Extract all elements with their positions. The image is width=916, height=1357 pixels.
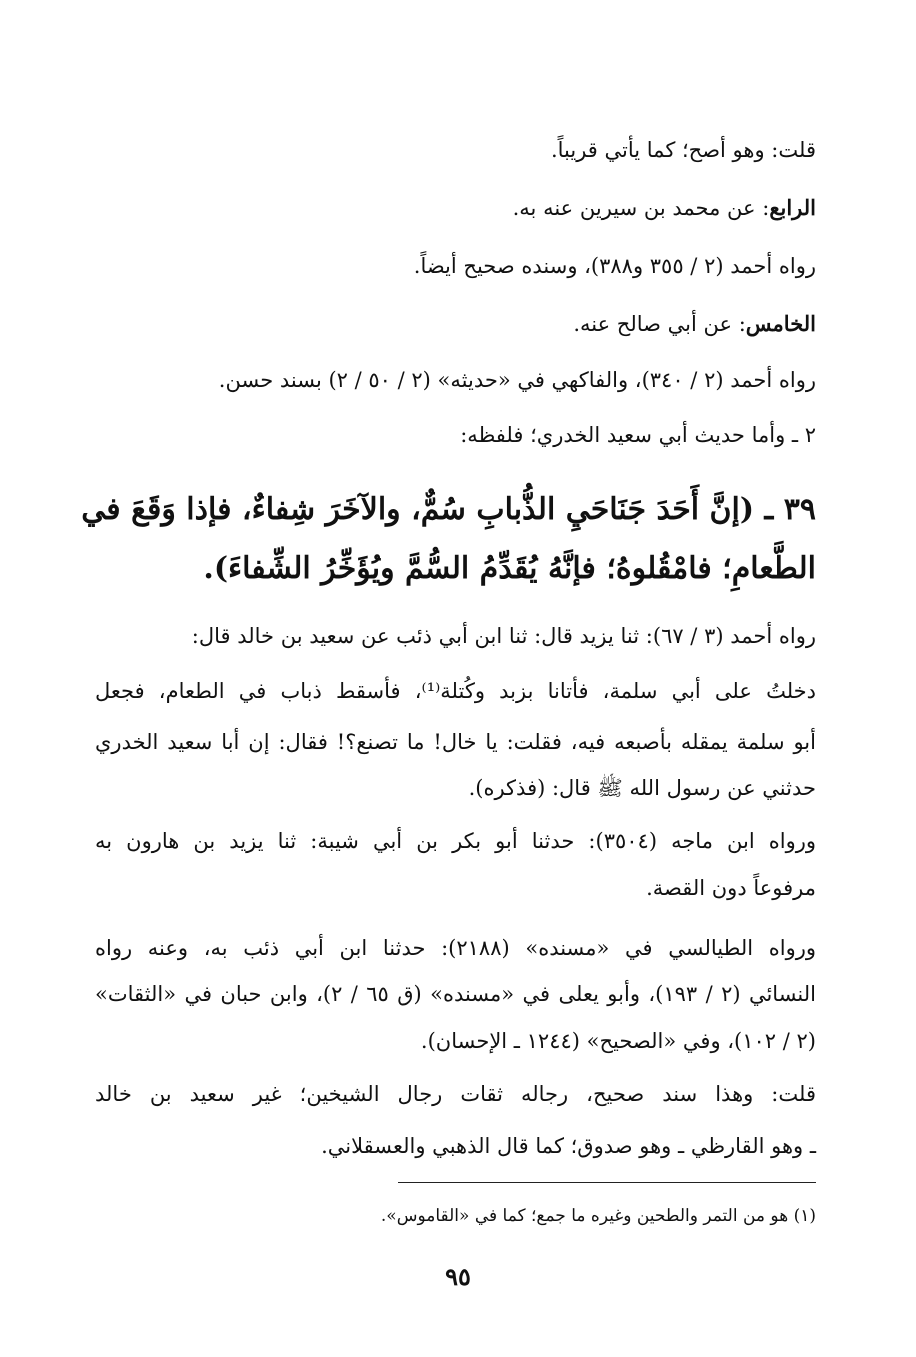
footnote: (١) هو من التمر والطحين وغيره ما جمع؛ كما في «القاموس». [380,1206,816,1226]
text-line: رواه أحمد (٢ / ٣٥٥ و٣٨٨)، وسنده صحيح أيضاً. [413,254,816,278]
line-text: : عن أبي صالح عنه. [573,312,746,336]
text-line: ٢ ـ وأما حديث أبي سعيد الخدري؛ فلفظه: [460,423,816,447]
text-line: النسائي (٢ / ١٩٣)، وأبو يعلى في «مسنده» (ق ٦٥ / ٢)، وابن حبان في «الثقات» [95,982,816,1006]
line-text: : عن محمد بن سيرين عنه به. [512,196,770,220]
hadith-heading-line: الطَّعامِ؛ فامْقُلوهُ؛ فإنَّهُ يُقَدِّمُ السُّمَّ ويُؤَخِّرُ الشِّفاءَ). [203,551,816,586]
section-label: الرابع [769,195,816,220]
text-line: ورواه الطيالسي في «مسنده» (٢١٨٨): حدثنا ابن أبي ذئب به، وعنه رواه [95,936,816,960]
text-line: ـ وهو القارظي ـ وهو صدوق؛ كما قال الذهبي والعسقلاني. [321,1134,816,1158]
text-line: رواه أحمد (٢ / ٣٤٠)، والفاكهي في «حديثه» (٢ / ٥٠ / ٢) بسند حسن. [218,368,816,392]
text-line: رواه أحمد (٣ / ٦٧): ثنا يزيد قال: ثنا ابن أبي ذئب عن سعيد بن خالد قال: [191,624,816,648]
text-line: (٢ / ١٠٢)، وفي «الصحيح» (١٢٤٤ ـ الإحسان). [420,1029,816,1053]
text-line [95,309,816,339]
text-line [95,193,816,223]
text-line: قلت: وهو أصح؛ كما يأتي قريباً. [550,138,816,162]
text-line: مرفوعاً دون القصة. [646,876,816,900]
text-line: حدثني عن رسول الله ﷺ قال: (فذكره). [468,776,816,800]
section-label: الخامس [745,311,816,336]
hadith-heading-line: ٣٩ ـ (إنَّ أَحَدَ جَنَاحَيِ الذُّبابِ سُمٌّ، والآخَرَ شِفاءٌ، فإذا وَقَعَ في [81,492,816,527]
text-line: ورواه ابن ماجه (٣٥٠٤): حدثنا أبو بكر بن أبي شيبة: ثنا يزيد بن هارون به [95,829,816,853]
footnote-divider [398,1182,816,1183]
text-line: قلت: وهذا سند صحيح، رجاله ثقات رجال الشيخين؛ غير سعيد بن خالد [95,1082,816,1106]
text-line: أبو سلمة يمقله بأصبعه فيه، فقلت: يا خال! ما تصنع؟! فقال: إن أبا سعيد الخدري [95,730,816,754]
page-number: ٩٥ [445,1262,471,1291]
text-line: دخلتُ على أبي سلمة، فأتانا بزبد وكُتلة⁽¹⁾، فأسقط ذباب في الطعام، فجعل [95,679,816,703]
